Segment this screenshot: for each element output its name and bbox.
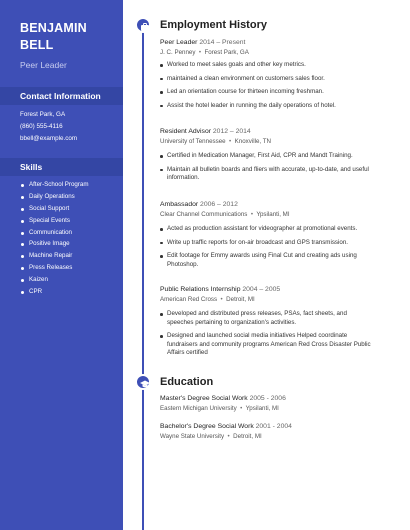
job-org-line: University of Tennessee • Knoxville, TN (160, 138, 271, 145)
job-bullet: Worked to meet sales goals and other key metrics. (160, 61, 375, 70)
job-bullet: Assist the hotel leader in running the daily operations of hotel. (160, 102, 375, 111)
skill-item: CPR (20, 288, 89, 300)
job-org-line: Clear Channel Communications • Ypsilanti, MI (160, 211, 290, 218)
job-bullet: Designed and launched social media initiatives Helped coordinate fundraisers and community programs American Red Cross Disaster Public Affairs certified (160, 332, 375, 358)
job-org: J. C. Penney (160, 49, 196, 56)
skill-item: Kaizen (20, 276, 89, 288)
job-bullet: Led an orientation course for thirteen incoming freshman. (160, 88, 375, 97)
skill-item: Social Support (20, 205, 89, 217)
contact-heading: Contact Information (20, 91, 101, 101)
job-bullet: Write up traffic reports for on-air broadcast and GPS transmission. (160, 239, 375, 248)
job-location: Knoxville, TN (234, 138, 271, 145)
edu-degree: Bachelor's Degree Social Work (160, 423, 254, 430)
contact-email[interactable]: bbell@example.com (20, 135, 78, 142)
job-title-line (160, 286, 280, 293)
sidebar (0, 0, 123, 530)
job-bullets (160, 225, 375, 269)
job-bullet: Acted as production assistant for videographer at promotional events. (160, 225, 375, 234)
job-title: Ambassador (160, 201, 199, 208)
job-location: Forest Park, GA (204, 49, 249, 56)
contact-phone: (860) 555-4116 (20, 123, 63, 130)
job-title-line (160, 201, 238, 208)
job-location: Ypsilanti, MI (256, 211, 290, 218)
job-dates: 2014 – Present (199, 39, 246, 46)
job-title: Public Relations Internship (160, 286, 241, 293)
edu-school-line: Eastern Michigan University • Ypsilanti, MI (160, 405, 279, 412)
edu-location: Detroit, MI (233, 433, 262, 440)
graduation-cap-icon (135, 374, 151, 390)
skill-item: After-School Program (20, 181, 89, 193)
job-bullet: Maintain all bulletin boards and fliers with accurate, up-to-date, and useful information. (160, 166, 375, 183)
edu-school-line: Wayne State University • Detroit, MI (160, 433, 262, 440)
skill-item: Positive Image (20, 240, 89, 252)
job-bullet: Edit footage for Emmy awards using Final Cut and creating ads using Photoshop. (160, 252, 375, 269)
job-bullet: Developed and distributed press releases, PSAs, fact sheets, and speeches pertaining to organization's activities. (160, 310, 375, 327)
job-org-line: American Red Cross • Detroit, MI (160, 296, 255, 303)
contact-location: Forest Park, GA (20, 111, 66, 118)
edu-dates: 2001 - 2004 (255, 423, 292, 430)
candidate-name: BENJAMIN BELL (20, 21, 87, 52)
job-org: University of Tennessee (160, 138, 226, 145)
job-org: American Red Cross (160, 296, 218, 303)
candidate-title: Peer Leader (20, 60, 67, 70)
job-dates: 2012 – 2014 (212, 128, 251, 135)
skill-item: Machine Repair (20, 252, 89, 264)
job-title: Peer Leader (160, 39, 198, 46)
skills-heading: Skills (20, 162, 43, 172)
edu-school: Eastern Michigan University (160, 405, 237, 412)
job-org: Clear Channel Communications (160, 211, 248, 218)
edu-school: Wayne State University (160, 433, 225, 440)
job-dates: 2004 – 2005 (242, 286, 281, 293)
job-title-line (160, 39, 245, 46)
education-heading: Education (160, 376, 214, 388)
job-title: Resident Advisor (160, 128, 212, 135)
contact-heading-bar (0, 87, 123, 105)
skills-list (20, 181, 89, 300)
edu-title-line (160, 423, 292, 430)
job-bullet: maintained a clean environment on customers sales floor. (160, 75, 375, 84)
job-bullet: Certified in Medication Manager, First Aid, CPR and Mandt Training. (160, 152, 375, 161)
skill-item: Press Releases (20, 264, 89, 276)
job-dates: 2006 – 2012 (200, 201, 238, 208)
skill-item: Daily Operations (20, 193, 89, 205)
job-bullets (160, 61, 375, 110)
skills-heading-bar (0, 158, 123, 176)
skill-item: Communication (20, 229, 89, 241)
job-bullets (160, 152, 375, 183)
briefcase-icon (135, 17, 151, 33)
timeline-line (142, 26, 144, 530)
edu-degree: Master's Degree Social Work (160, 395, 248, 402)
edu-location: Ypsilanti, MI (245, 405, 279, 412)
job-bullets (160, 310, 375, 358)
job-org-line: J. C. Penney • Forest Park, GA (160, 49, 249, 56)
employment-heading: Employment History (160, 19, 267, 31)
edu-title-line (160, 395, 286, 402)
edu-dates: 2005 - 2006 (249, 395, 286, 402)
job-location: Detroit, MI (226, 296, 255, 303)
job-title-line (160, 128, 251, 135)
skill-item: Special Events (20, 217, 89, 229)
